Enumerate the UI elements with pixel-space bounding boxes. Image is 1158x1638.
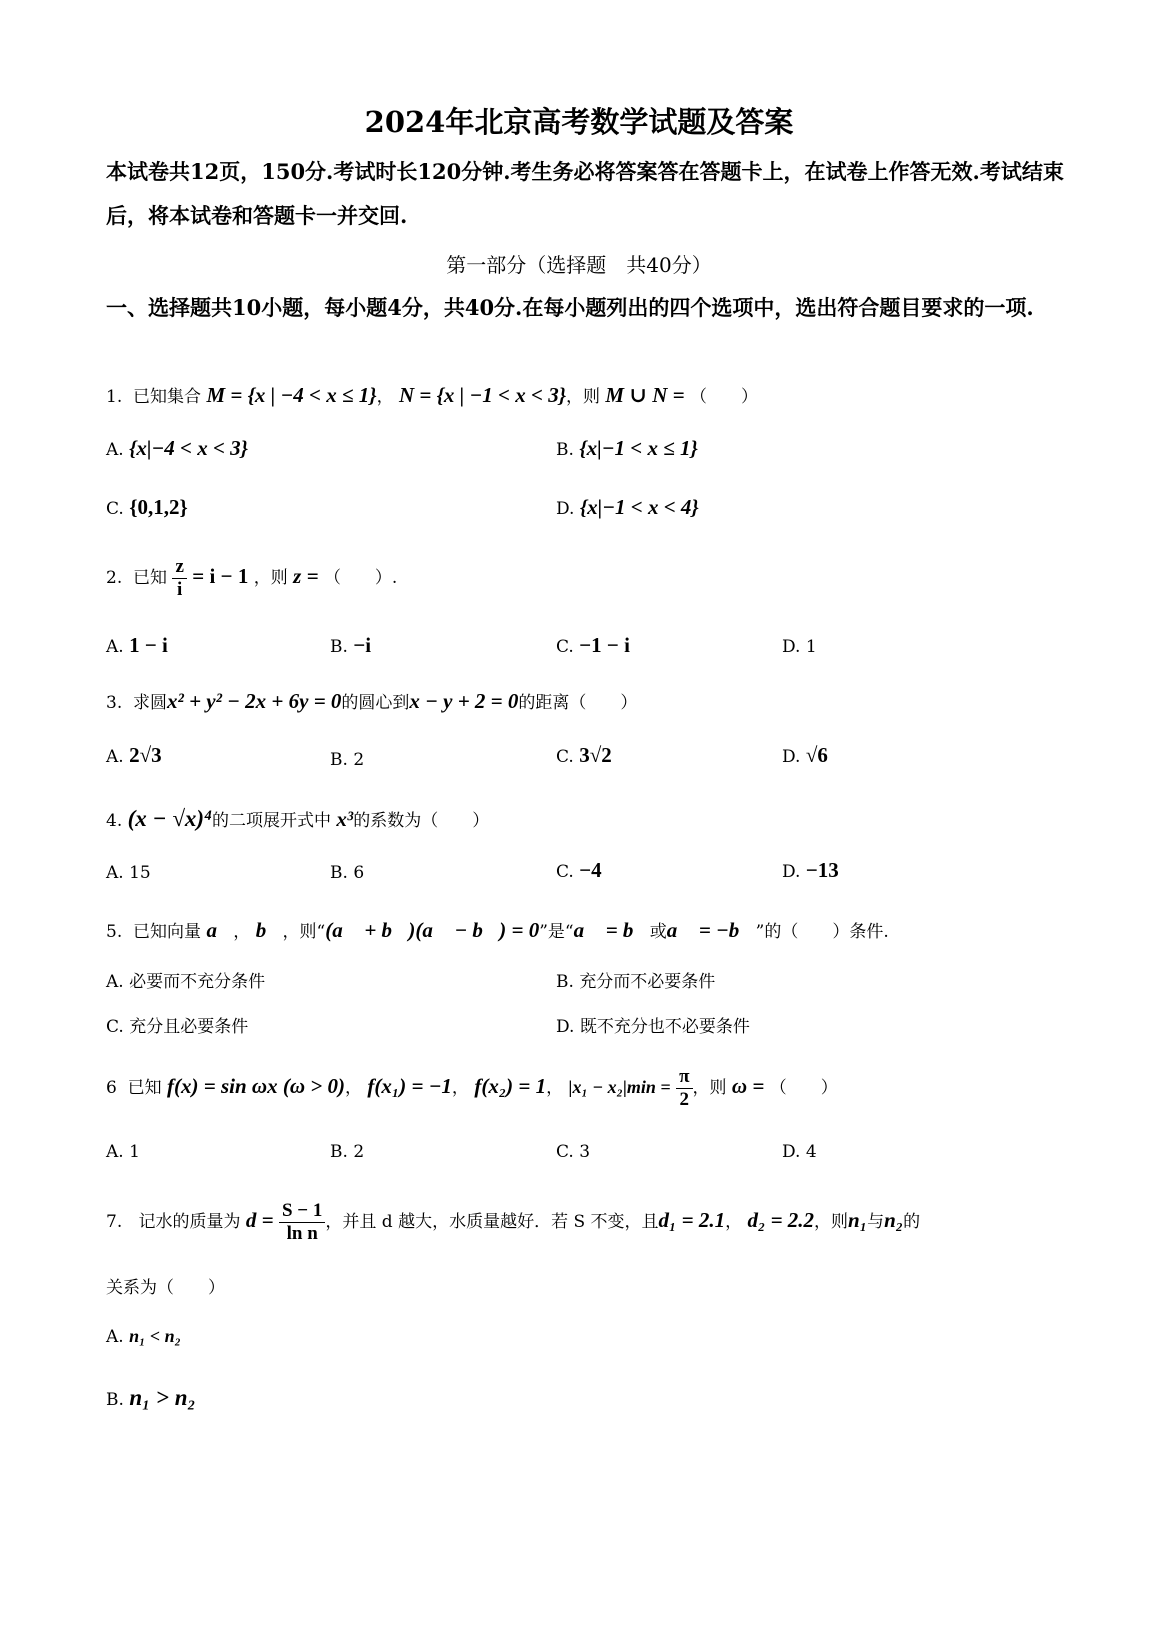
option-b [330, 750, 364, 770]
math-vector-b: b⃗ [255, 918, 283, 942]
option-c [556, 743, 612, 768]
option-d [782, 1142, 817, 1162]
math-n1: n₁ [848, 1208, 868, 1232]
question-text: 的圆心到 [341, 693, 410, 713]
option-a [106, 863, 151, 883]
question-text: 已知集合 [133, 387, 202, 407]
option-value: −1 − i [579, 633, 630, 657]
option-value: 1 [805, 637, 817, 657]
option-a [106, 1326, 181, 1347]
fraction-denominator: 2 [679, 1089, 690, 1110]
separator: ， [376, 387, 394, 407]
option-label: D. [556, 499, 575, 519]
option-b [556, 967, 715, 992]
question-text: ，则“ [282, 922, 326, 942]
math-case-1: a⃗ = b⃗ [573, 918, 650, 942]
option-d [556, 495, 699, 520]
question-text: 记水的质量为 [138, 1212, 241, 1232]
question-number: 2. [106, 568, 123, 588]
question-number: 4. [106, 811, 123, 831]
separator: ， [725, 1212, 743, 1232]
fraction-numerator: z [172, 556, 186, 579]
question-text: ，则 [814, 1212, 849, 1232]
math-condition-1: f(x₁) = −1 [367, 1074, 452, 1098]
option-value: n₁ < n₂ [129, 1326, 181, 1346]
option-b [556, 436, 698, 461]
option-value: 充分而不必要条件 [579, 972, 716, 992]
option-c [556, 858, 602, 883]
question-text: ，则 [692, 1078, 727, 1098]
question-4 [106, 806, 489, 832]
option-value: −i [353, 633, 372, 657]
option-label: A. [106, 1327, 124, 1347]
question-text: 的 [903, 1212, 921, 1232]
answer-blank: （ ） [769, 1078, 838, 1098]
option-label: A. [106, 863, 124, 883]
math-circle-equation: x² + y² − 2x + 6y = 0 [167, 689, 342, 713]
option-label: D. [556, 1017, 575, 1037]
math-fraction [172, 556, 186, 601]
question-1 [106, 382, 758, 408]
option-value: {x|−1 < x < 4} [579, 495, 699, 519]
option-value: 2√3 [129, 743, 162, 767]
option-b [330, 1142, 364, 1162]
fraction-numerator: π [676, 1066, 692, 1089]
option-d [782, 743, 828, 768]
math-set-m: M = {x | −4 < x ≤ 1} [206, 383, 377, 407]
option-label: D. [782, 1142, 801, 1162]
option-d [782, 858, 839, 883]
question-text: 与 [867, 1212, 885, 1232]
math-term: x³ [336, 807, 354, 831]
math-condition: (a⃗ + b⃗)(a⃗ − b⃗) = 0 [325, 918, 540, 942]
answer-blank: （ ）. [323, 568, 398, 588]
question-number: 5. [106, 922, 123, 942]
question-text: 已知 [127, 1078, 162, 1098]
option-value: 2 [353, 750, 365, 770]
question-number: 6 [106, 1078, 117, 1098]
option-label: B. [330, 863, 348, 883]
option-value: {x|−4 < x < 3} [129, 436, 248, 460]
option-label: B. [106, 1390, 124, 1410]
option-value: 3 [579, 1142, 591, 1162]
question-5 [106, 917, 889, 943]
math-line-equation: x − y + 2 = 0 [409, 689, 519, 713]
option-label: A. [106, 440, 124, 460]
option-value: 充分且必要条件 [129, 1017, 249, 1037]
question-text: ，则 [566, 387, 601, 407]
question-6 [106, 1066, 838, 1111]
math-rhs: = i − 1 [192, 564, 249, 588]
page-title: 2024年北京高考数学试题及答案 [364, 105, 794, 139]
option-label: C. [556, 862, 574, 882]
option-label: B. [556, 440, 574, 460]
math-d-lhs: d = [245, 1208, 274, 1232]
question-text: 已知向量 [133, 922, 202, 942]
option-value: −4 [579, 858, 602, 882]
math-fraction [676, 1066, 692, 1111]
question-number: 7. [106, 1212, 123, 1232]
option-c [556, 633, 630, 658]
option-c [106, 495, 188, 520]
question-text: 或 [649, 922, 667, 942]
option-label: A. [106, 972, 124, 992]
option-value: 2 [353, 1142, 365, 1162]
math-function: f(x) = sin ωx (ω > 0) [167, 1074, 346, 1098]
answer-blank: ”的（ ）条件. [755, 922, 889, 942]
option-b [106, 1385, 196, 1411]
option-label: B. [556, 972, 574, 992]
option-value: √6 [805, 743, 828, 767]
option-value: 既不充分也不必要条件 [579, 1017, 750, 1037]
option-value: 3√2 [579, 743, 612, 767]
question-7-line-2: 关系为（ ） [106, 1278, 225, 1298]
option-value: {x|−1 < x ≤ 1} [579, 436, 698, 460]
separator: ， [451, 1078, 469, 1098]
option-label: D. [782, 862, 801, 882]
option-value: 1 − i [129, 633, 168, 657]
math-condition-2: f(x₂) = 1 [474, 1074, 547, 1098]
option-a [106, 743, 162, 768]
option-value: n₁ > n₂ [129, 1385, 196, 1410]
option-label: C. [106, 499, 124, 519]
separator: ， [345, 1078, 363, 1098]
fraction-denominator: ln n [286, 1223, 318, 1244]
option-value: 必要而不充分条件 [129, 972, 266, 992]
option-label: C. [556, 1142, 574, 1162]
answer-blank: 的距离（ ） [518, 693, 638, 713]
math-condition-3: |x₁ − x₂|min = [568, 1077, 671, 1097]
question-3 [106, 688, 637, 714]
question-7 [106, 1200, 920, 1245]
option-label: A. [106, 637, 124, 657]
math-z: z = [293, 564, 319, 588]
option-label: B. [330, 637, 348, 657]
fraction-denominator: i [177, 579, 183, 600]
exam-intro: 本试卷共12页，150分.考试时长120分钟.考生务必将答案答在答题卡上，在试卷上作答无效.考试结束后，将本试卷和答题卡一并交回. [106, 159, 1064, 228]
separator: ， [233, 922, 251, 942]
part-heading: 第一部分（选择题 共40分） [446, 253, 712, 277]
option-label: D. [782, 747, 801, 767]
option-d [782, 637, 817, 657]
math-case-2: a⃗ = −b⃗ [666, 918, 756, 942]
option-b [330, 633, 371, 658]
math-binomial: (x − √x)⁴ [127, 806, 213, 831]
math-vector-a: a⃗ [206, 918, 234, 942]
option-value: −13 [805, 858, 839, 882]
separator: ， [546, 1078, 564, 1098]
answer-blank: 的系数为（ ） [353, 811, 490, 831]
option-value: 4 [805, 1142, 817, 1162]
question-text: ，并且 d 越大，水质量越好．若 S 不变，且 [325, 1212, 659, 1232]
question-text: ，则 [253, 568, 288, 588]
math-n2: n₂ [884, 1208, 904, 1232]
option-a [106, 967, 265, 992]
fraction-numerator: S − 1 [279, 1200, 325, 1223]
question-number: 1. [106, 387, 123, 407]
option-c [106, 1012, 248, 1037]
question-number: 3. [106, 693, 123, 713]
question-text: ”是“ [539, 922, 574, 942]
option-value: 6 [353, 863, 365, 883]
math-omega: ω = [731, 1074, 765, 1098]
option-value: 1 [129, 1142, 140, 1162]
math-fraction [279, 1200, 325, 1245]
option-label: C. [556, 637, 574, 657]
answer-blank: （ ） [689, 387, 758, 407]
math-set-n: N = {x | −1 < x < 3} [398, 383, 567, 407]
math-d2: d₂ = 2.2 [747, 1208, 815, 1232]
option-a [106, 1142, 140, 1162]
question-text: 已知 [133, 568, 168, 588]
option-label: B. [330, 1142, 348, 1162]
option-a [106, 633, 168, 658]
math-union: M ∪ N = [605, 383, 685, 407]
question-2 [106, 556, 397, 601]
option-label: D. [782, 637, 801, 657]
option-label: C. [556, 747, 574, 767]
option-c [556, 1142, 590, 1162]
option-label: A. [106, 1142, 124, 1162]
section-heading: 一、选择题共10小题，每小题4分，共40分.在每小题列出的四个选项中，选出符合题目要求的一项. [106, 295, 1034, 320]
option-value: {0,1,2} [129, 495, 188, 519]
option-label: B. [330, 750, 348, 770]
question-text: 求圆 [133, 693, 168, 713]
question-text: 的二项展开式中 [212, 811, 332, 831]
option-b [330, 863, 364, 883]
option-a [106, 436, 248, 461]
option-label: C. [106, 1017, 124, 1037]
option-d [556, 1012, 750, 1037]
option-label: A. [106, 747, 124, 767]
math-d1: d₁ = 2.1 [658, 1208, 726, 1232]
option-value: 15 [129, 863, 151, 883]
